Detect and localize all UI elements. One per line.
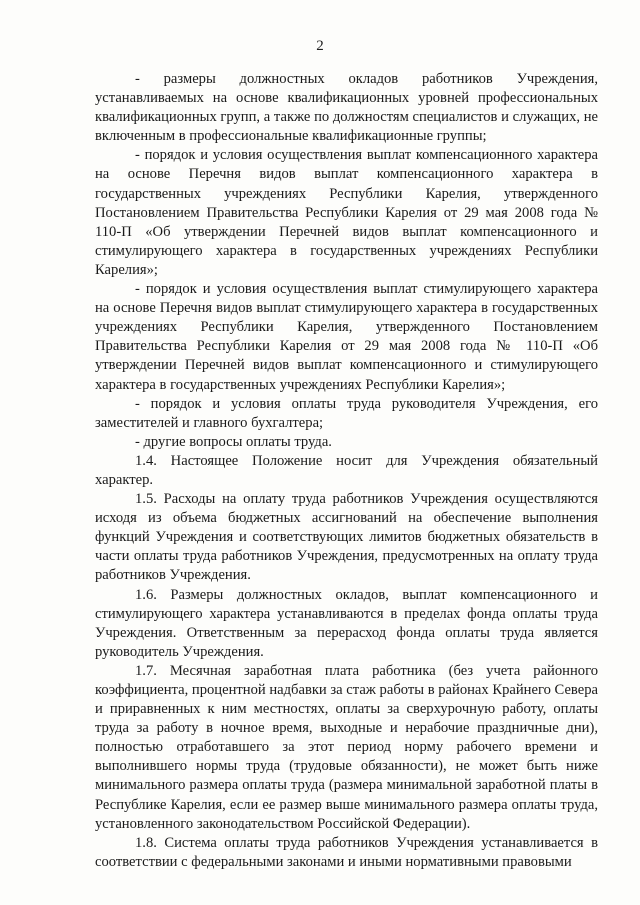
paragraph-1-5: 1.5. Расходы на оплату труда работников Учреждения осуществляются исходя из объема бюджетных ассигнований на обеспечение выполнения функций Учреждения и соответствующих лимитов бюджетных обязательств в части оплаты труда работников Учреждения, предусмотренных на оплату труда работников Учреждения. [95, 491, 598, 584]
paragraph-1-6: 1.6. Размеры должностных окладов, выплат компенсационного и стимулирующего характера устанавливаются в пределах фонда оплаты труда Учреждения. Ответственным за перерасход фонда оплаты труда является руководитель Учреждения. [95, 586, 598, 660]
paragraph-head-remuneration: - порядок и условия оплаты труда руководителя Учреждения, его заместителей и главного бухгалтера; [95, 395, 598, 431]
document-body [95, 70, 598, 872]
paragraph-compensation-payments: - порядок и условия осуществления выплат компенсационного характера на основе Перечня видов выплат компенсационного характера в государственных учреждениях Республики Карелия, утвержденного Постановлением Правительства Республики Карелия от 29 мая 2008 года № 110-П «Об утверждении Перечней видов выплат компенсационного и стимулирующего характера в государственных учреждениях Республики Карелия»; [95, 147, 598, 278]
paragraph-1-4: 1.4. Настоящее Положение носит для Учреждения обязательный характер. [95, 452, 598, 488]
paragraph-other-questions: - другие вопросы оплаты труда. [135, 433, 332, 450]
paragraph-incentive-payments: - порядок и условия осуществления выплат стимулирующего характера на основе Перечня видов выплат стимулирующего характера в государственных учреждениях Республики Карелия, утвержденного Постановлением Правительства Республики Карелия от 29 мая 2008 года № 110-П «Об утверждении Перечней видов выплат компенсационного и стимулирующего характера в государственных учреждениях Республики Карелия»; [95, 281, 598, 393]
paragraph-salary-sizes: - размеры должностных окладов работников Учреждения, устанавливаемых на основе квалификационных уровней профессиональных квалификационных групп, а также по должностям специалистов и служащих, не включенным в профессиональные квалификационные группы; [95, 71, 598, 145]
page-number: 2 [316, 38, 324, 54]
paragraph-1-8: 1.8. Система оплаты труда работников Учреждения устанавливается в соответствии с федеральными законами и иными нормативными правовыми [95, 834, 598, 870]
paragraph-1-7: 1.7. Месячная заработная плата работника (без учета районного коэффициента, процентной надбавки за стаж работы в районах Крайнего Севера и приравненных к ним местностях, оплаты за сверхурочную работу, оплаты труда за работу в ночное время, выходные и нерабочие праздничные дни), полностью отработавшего за этот период норму рабочего времени и выполнившего нормы труда (трудовые обязанности), не может быть ниже минимального размера оплаты труда (размера минимальной заработной платы в Республике Карелия, если ее размер выше минимального размера оплаты труда, установленного законодательством Российской Федерации). [95, 662, 598, 832]
